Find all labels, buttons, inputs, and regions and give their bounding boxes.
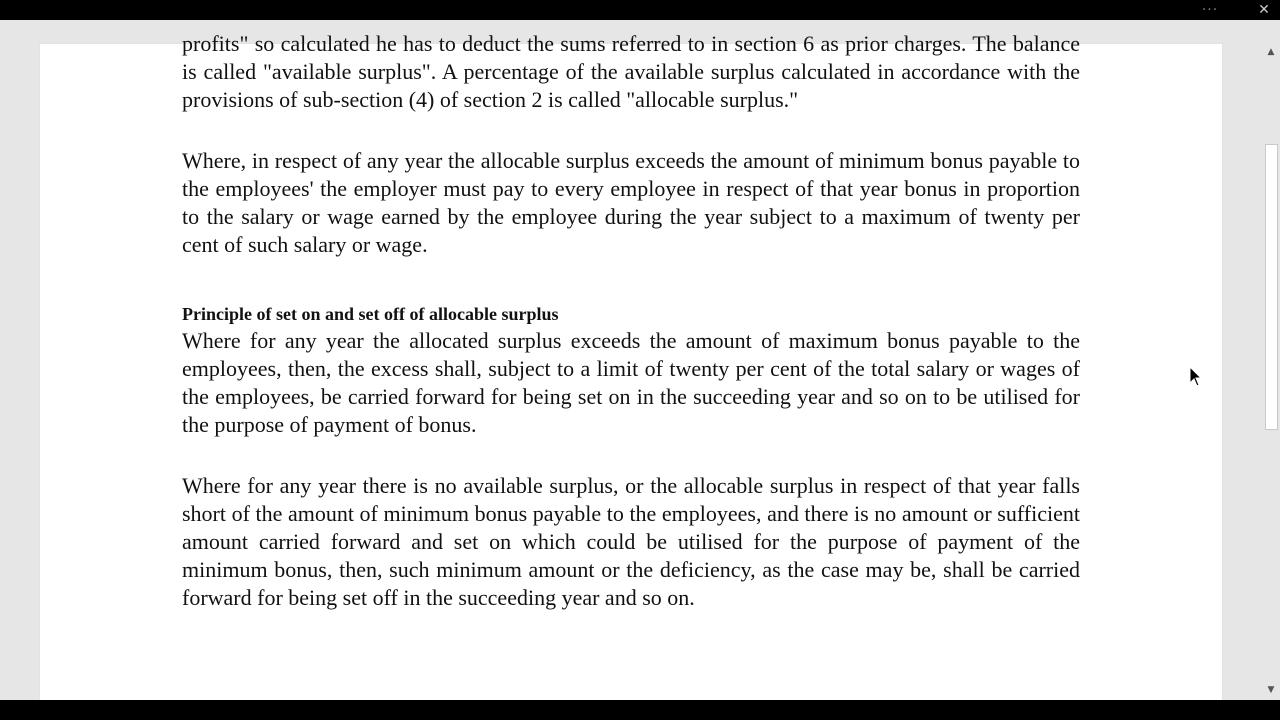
document-viewport[interactable] [0,20,1280,700]
window-bottom-bar [0,700,1280,720]
close-icon[interactable]: ✕ [1258,2,1270,18]
more-options-icon[interactable]: ··· [1201,2,1219,18]
scroll-up-icon[interactable]: ▲ [1267,47,1275,57]
vertical-scrollbar[interactable] [1262,44,1280,700]
mouse-cursor-icon [1189,366,1203,388]
window-top-bar [0,0,1280,20]
paragraph-set-off: Where for any year there is no available surplus, or the allocable surplus in respect of that year falls short of the amount of minimum bonus payable to the employees, and there is no amount or sufficient amount carried forward and set on which could be utilised for the purpose of payment of the minimum bonus, then, such minimum amount or the deficiency, as the case may be, shall be carried forward for being set off in the succeeding year and so on. [182,473,1080,610]
paragraph-available-surplus: profits" so calculated he has to deduct the sums referred to in section 6 as prior charges. The balance is called "available surplus". A percentage of the available surplus calculated in accordance with the provisions of sub-section (4) of section 2 is called "allocable surplus." [182,31,1080,112]
document-page [40,31,1222,700]
document-content [182,30,1080,612]
section-heading: Principle of set on and set off of allocable surplus [182,304,559,324]
scroll-thumb[interactable] [1265,144,1278,430]
paragraph-set-on: Where for any year the allocated surplus exceeds the amount of maximum bonus payable to the employees, then, the excess shall, subject to a limit of twenty per cent of the total salary or wages of the employees, be carried forward for being set on in the succeeding year and so on to be utilised for the purpose of payment of bonus. [182,328,1080,437]
scroll-down-icon[interactable]: ▼ [1267,685,1275,695]
paragraph-bonus-payment: Where, in respect of any year the allocable surplus exceeds the amount of minimum bonus payable to the employees' the employer must pay to every employee in respect of that year bonus in proportion to the salary or wage earned by the employee during the year subject to a maximum of twenty per cent of such salary or wage. [182,148,1080,257]
